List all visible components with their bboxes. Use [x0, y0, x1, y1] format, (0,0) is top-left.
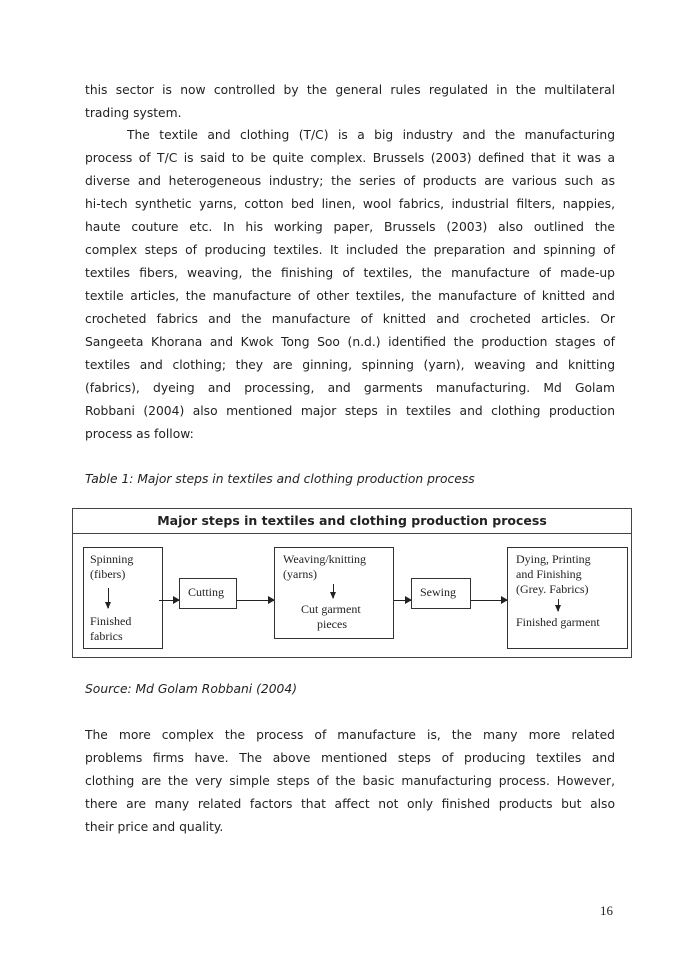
text-line: trading system.: [85, 106, 182, 120]
page-number: 16: [600, 903, 613, 918]
box-text: Cutting: [188, 585, 225, 599]
arrow-right-icon: [159, 600, 179, 601]
box-text: Weaving/knitting: [283, 552, 367, 566]
arrow-down-icon: [108, 588, 109, 608]
text-line: Robbani (2004) also mentioned major steps in textiles and clothing production: [85, 404, 615, 418]
box-text: and Finishing: [516, 567, 582, 581]
text-line: haute couture etc. In his working paper, Brussels (2003) also outlined the: [85, 220, 615, 234]
text-line: textiles and clothing; they are ginning, spinning (yarn), weaving and knitting: [85, 358, 615, 372]
text-line: (fabrics), dyeing and processing, and garments manufacturing. Md Golam: [85, 381, 615, 395]
text-line: Sangeeta Khorana and Kwok Tong Soo (n.d.) identified the production stages of: [85, 335, 615, 349]
text-line: textiles fibers, weaving, the finishing of textiles, the manufacture of made-up: [85, 266, 615, 280]
text-line: textile articles, the manufacture of other textiles, the manufacture of knitted and: [85, 289, 615, 303]
box-weaving: [274, 547, 394, 639]
table-caption: Table 1: Major steps in textiles and clothing production process: [85, 472, 475, 486]
text-line: complex steps of producing textiles. It included the preparation and spinning of: [85, 243, 615, 257]
text-line: The textile and clothing (T/C) is a big industry and the manufacturing: [127, 128, 615, 142]
text-line: diverse and heterogeneous industry; the series of products are various such as: [85, 174, 615, 188]
box-dying: [507, 547, 628, 649]
box-text: (Grey. Fabrics): [516, 582, 589, 596]
box-text: Dying, Printing: [516, 552, 591, 566]
box-text: Finished garment: [516, 615, 600, 629]
diagram-title: Major steps in textiles and clothing production process: [73, 509, 631, 534]
text-line: The more complex the process of manufacture is, the many more related: [85, 728, 615, 742]
box-text: fabrics: [90, 629, 123, 643]
box-text: Spinning: [90, 552, 134, 566]
text-line: hi-tech synthetic yarns, cotton bed linen, wool fabrics, industrial filters, nappies,: [85, 197, 615, 211]
box-text: (fibers): [90, 567, 126, 581]
box-text: pieces: [317, 617, 347, 631]
text-line: process as follow:: [85, 427, 194, 441]
source-caption: Source: Md Golam Robbani (2004): [85, 682, 297, 696]
text-line: problems firms have. The above mentioned steps of producing textiles and: [85, 751, 615, 765]
arrow-right-icon: [237, 600, 274, 601]
box-text: Sewing: [420, 585, 456, 599]
arrow-right-icon: [471, 600, 507, 601]
box-sewing: [411, 578, 471, 609]
arrow-down-icon: [333, 584, 334, 598]
box-text: (yarns): [283, 567, 317, 581]
text-line: clothing are the very simple steps of the basic manufacturing process. However,: [85, 774, 615, 788]
arrow-right-icon: [394, 600, 411, 601]
text-line: there are many related factors that affect not only finished products but also: [85, 797, 615, 811]
process-diagram: [72, 508, 632, 658]
text-line: their price and quality.: [85, 820, 224, 834]
box-text: Cut garment: [301, 602, 361, 616]
box-text: Finished: [90, 614, 132, 628]
box-cutting: [179, 578, 237, 609]
box-spinning: [83, 547, 163, 649]
arrow-down-icon: [558, 599, 559, 611]
text-line: process of T/C is said to be quite complex. Brussels (2003) defined that it was a: [85, 151, 615, 165]
text-line: this sector is now controlled by the general rules regulated in the multilateral: [85, 83, 615, 97]
text-line: crocheted fabrics and the manufacture of knitted and crocheted articles. Or: [85, 312, 615, 326]
